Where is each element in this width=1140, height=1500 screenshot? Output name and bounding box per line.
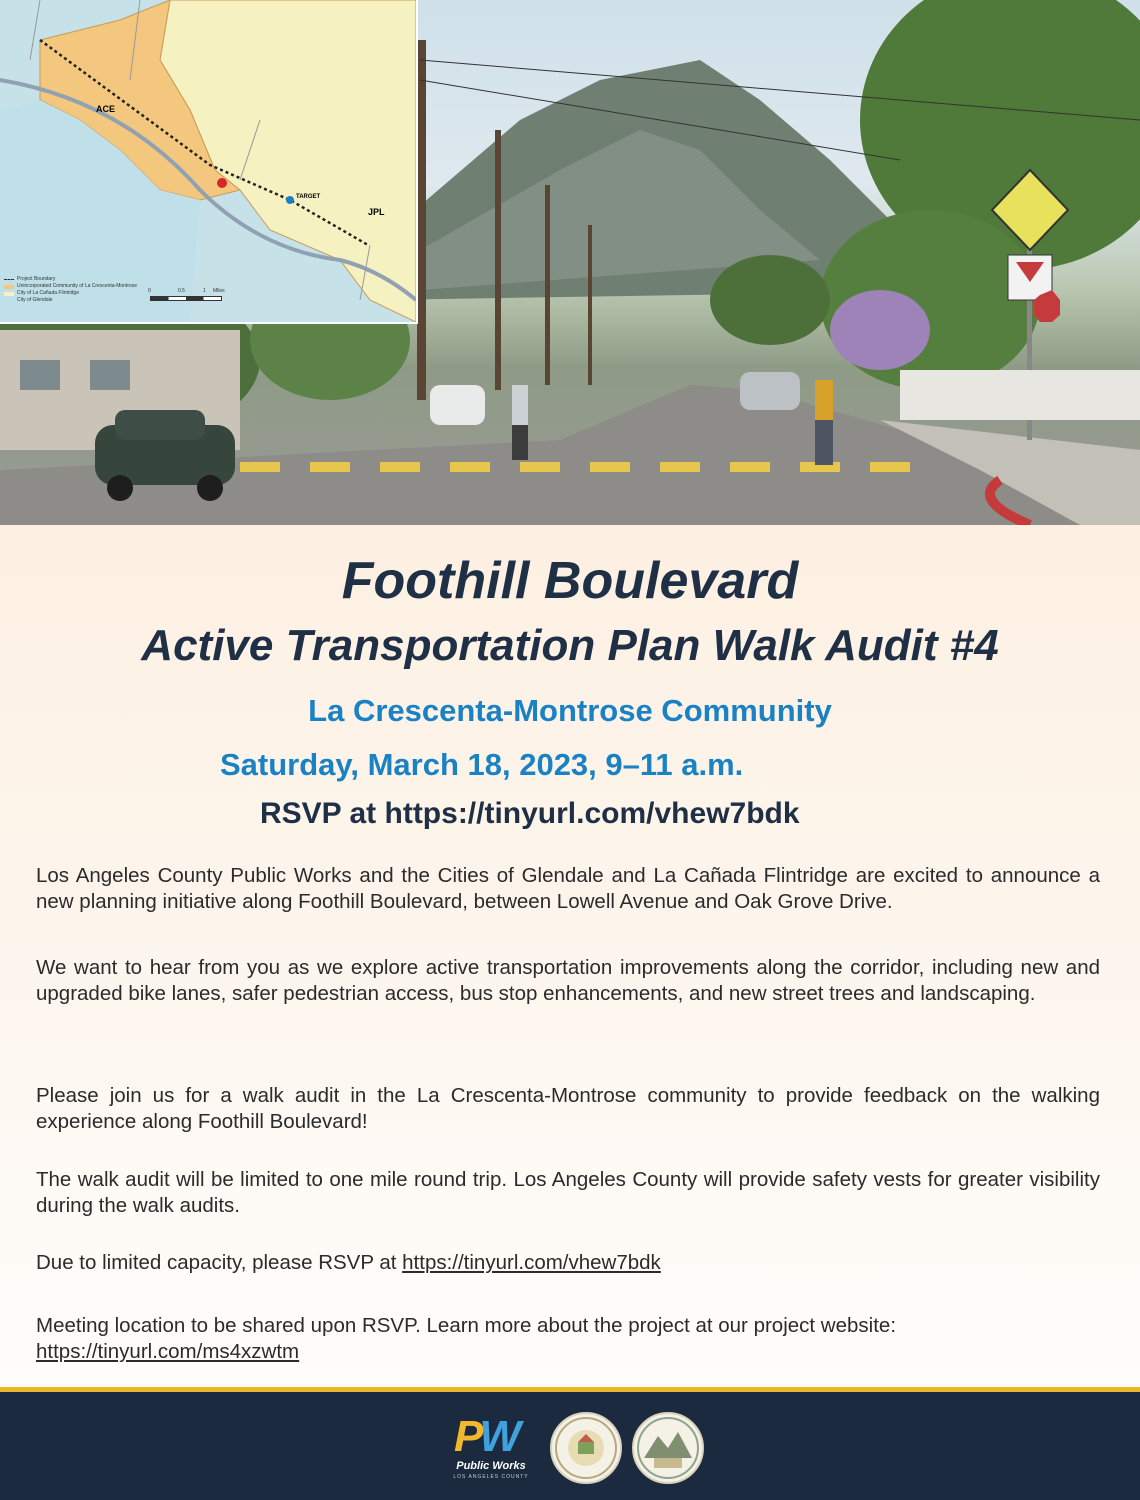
tree [710, 255, 830, 345]
map-marker-target-label: TARGET [296, 194, 321, 200]
map-scale-bar [150, 296, 222, 301]
page-title: Foothill Boulevard [341, 552, 799, 610]
map-legend-row [4, 276, 154, 283]
map-drawing [0, 0, 416, 322]
legend-swatch-la-canada [4, 292, 14, 296]
map-marker-ymca [217, 178, 227, 188]
project-map [0, 0, 418, 324]
pw-subtext: LOS ANGELES COUNTY [453, 1474, 529, 1480]
paragraph-improvements: We want to hear from you as we explore active transportation improvements along the corridor, including new and upgraded bike lanes, safer pedestrian access, bus stop enhancements, and new street trees and landscaping. [36, 956, 1100, 1005]
paragraph-invitation: Please join us for a walk audit in the La Crescenta-Montrose community to provide feedback on the walking experience along Foothill Boulevard! [36, 1084, 1100, 1133]
glendale-seal [550, 1412, 622, 1484]
legend-swatch-la-crescenta [4, 285, 14, 289]
legend-swatch-route [4, 279, 14, 280]
pedestrian [815, 380, 833, 465]
utility-pole [417, 40, 426, 400]
map-legend-row [4, 283, 154, 290]
paragraph-limits: The walk audit will be limited to one mile round trip. Los Angeles County will provide safety vests for greater visibility during the walk audits. [36, 1168, 1100, 1217]
pw-mark-w: W [479, 1412, 517, 1461]
map-legend-row [4, 290, 154, 297]
legend-label: City of La Cañada Flintridge [17, 290, 79, 296]
scale-label: 1 [203, 288, 206, 294]
page-subtitle: Active Transportation Plan Walk Audit #4 [141, 621, 999, 670]
rsvp-link[interactable]: https://tinyurl.com/vhew7bdk [402, 1251, 661, 1274]
paragraph-location [36, 1313, 1100, 1365]
white-car [430, 385, 485, 425]
glendale-seal-graphic [552, 1414, 620, 1482]
pw-mark [454, 1412, 517, 1462]
la-canada-flintridge-seal [632, 1412, 704, 1484]
hero-street-photo [0, 0, 1140, 525]
pw-text: Public Works [456, 1460, 526, 1472]
map-marker-target [286, 196, 294, 204]
community-heading: La Crescenta-Montrose Community [308, 693, 832, 728]
legend-label: Project Boundary [17, 276, 56, 282]
utility-pole [545, 185, 550, 385]
utility-pole [495, 130, 501, 390]
location-text: Meeting location to be shared upon RSVP. Learn more about the project at our project website: [36, 1314, 897, 1337]
map-marker-ace: ACE [96, 104, 116, 114]
building-window [90, 360, 130, 390]
pedestrian [512, 385, 528, 460]
building-window [20, 360, 60, 390]
legend-swatch-glendale [4, 299, 14, 303]
paragraph-intro: Los Angeles County Public Works and the Cities of Glendale and La Cañada Flintridge are excited to announce a new planning initiative along Foothill Boulevard, between Lowell Avenue and Oak Grove Drive. [36, 864, 1100, 913]
map-legend-row [4, 297, 154, 304]
scale-label: 0.5 [178, 288, 185, 294]
la-canada-seal-graphic [634, 1414, 702, 1482]
scale-label: Miles [213, 288, 225, 294]
scale-label: 0 [148, 288, 151, 294]
map-marker-jpl: JPL [368, 207, 385, 217]
flyer-content [0, 525, 1140, 1387]
paragraph-rsvp [36, 1250, 1100, 1276]
event-date: Saturday, March 18, 2023, 9–11 a.m. [220, 747, 744, 782]
map-legend [4, 276, 154, 304]
footer [0, 1392, 1140, 1500]
public-works-logo [446, 1412, 536, 1488]
tree [830, 290, 930, 370]
project-website-link[interactable]: https://tinyurl.com/ms4xzwtm [36, 1340, 300, 1363]
legend-label: Unincorporated Community of La Crescenta-Montrose [17, 283, 138, 289]
legend-label: City of Glendale [17, 297, 53, 303]
parked-cars-right [740, 372, 800, 410]
utility-pole [588, 225, 592, 385]
rsvp-text: Due to limited capacity, please RSVP at [36, 1251, 403, 1274]
fence [900, 370, 1140, 420]
rsvp-heading: RSVP at https://tinyurl.com/vhew7bdk [260, 797, 800, 830]
pw-mark-p: P [454, 1412, 480, 1461]
